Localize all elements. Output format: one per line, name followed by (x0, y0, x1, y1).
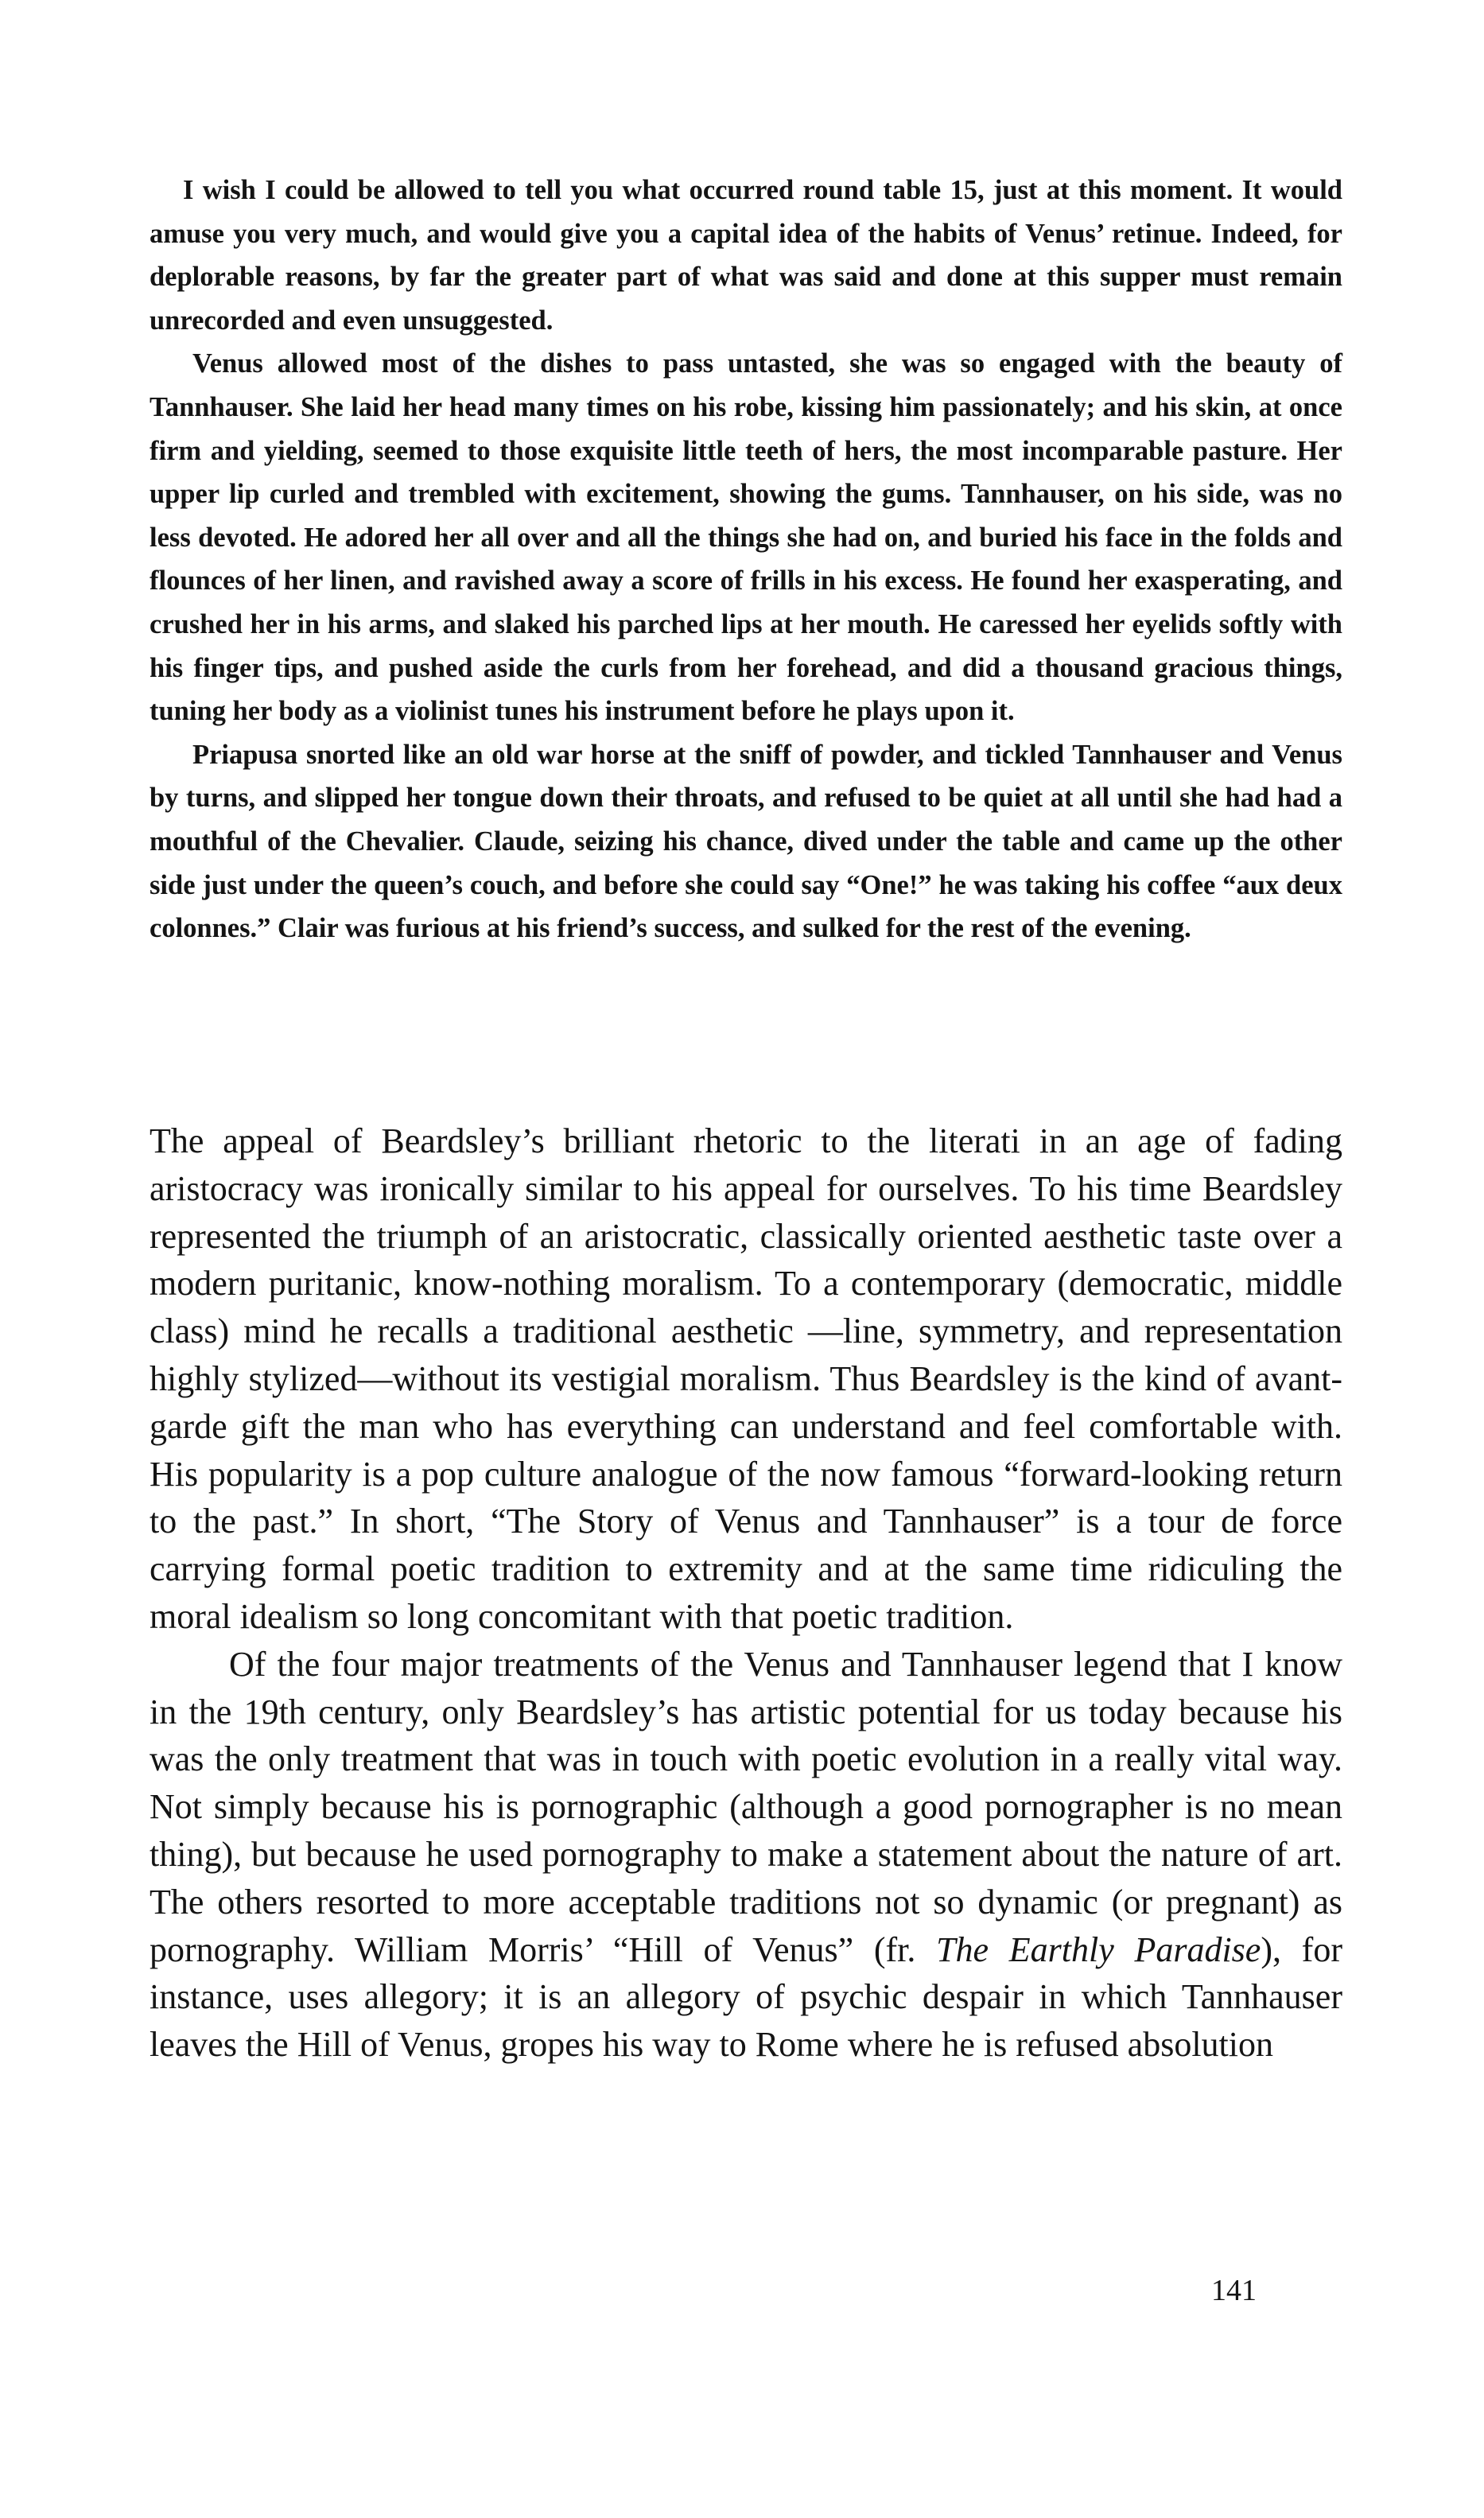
extract-paragraph: I wish I could be allowed to tell you what occurred round table 15, just at this moment. It would amuse you very much, and would give you a capital idea of the habits of Venus’ retinue. Indeed, for deplorable reasons, by far the greater part of what was said and done at this supper must remain unrecorded and even unsuggested. (150, 175, 1342, 336)
body-text-run: Of the four major treatments of the Venus and Tannhauser legend that I know in the 19th century, only Beardsley’s has artistic potential for us today because his was the only treatment that was in touch with poetic evolution in a really vital way. Not simply because his is pornographic (although a good pornographer is no mean thing), but because he used pornography to make a statement about the nature of art. The others resorted to more acceptable traditions not so dynamic (or pregnant) as pornography. William Morris’ “Hill of Venus” (fr. (150, 1644, 1342, 1969)
page-number: 141 (1211, 2274, 1257, 2307)
work-title: The Earthly Paradise (936, 1929, 1261, 1969)
body-text-run: ), for instance, uses allegory; it is an allegory of psychic despair in which Tannhauser leaves the Hill of Venus, gropes his way to Rome where he is refused absolution (150, 1929, 1342, 2065)
extract-paragraph: Venus allowed most of the dishes to pass untasted, she was so engaged with the beauty of Tannhauser. She laid her head many times on his robe, kissing him passionately; and his skin, at once firm and yielding, seemed to those exquisite little teeth of hers, the most incomparable pasture. Her upper lip curled and trembled with excitement, showing the gums. Tannhauser, on his side, was no less devoted. He adored her all over and all the things she had on, and buried his face in the folds and flounces of her linen, and ravished away a score of frills in his excess. He found her exasperating, and crushed her in his arms, and slaked his parched lips at her mouth. He caressed her eyelids softly with his finger tips, and pushed aside the curls from her forehead, and did a thousand gracious things, tuning her body as a violinist tunes his instrument before he plays upon it. (150, 348, 1342, 727)
body-paragraph (150, 1641, 1342, 2069)
body-text (150, 1117, 1342, 2069)
body-paragraph: The appeal of Beardsley’s brilliant rhetoric to the literati in an age of fading aristocracy was ironically similar to his appeal for ourselves. To his time Beardsley represented the triumph of an aristocratic, classically oriented aesthetic taste over a modern puritanic, know-nothing moralism. To a contemporary (democratic, middle class) mind he recalls a traditional aesthetic —line, symmetry, and representation highly stylized—without its vestigial moralism. Thus Beardsley is the kind of avant-garde gift the man who has everything can understand and feel comfortable with. His popularity is a pop culture analogue of the now famous “forward-looking return to the past.” In short, “The Story of Venus and Tannhauser” is a tour de force carrying formal poetic tradition to extremity and at the same time ridiculing the moral idealism so long concomitant with that poetic tradition. (150, 1121, 1342, 1636)
block-quote-extract (150, 169, 1342, 950)
extract-paragraph: Priapusa snorted like an old war horse at the sniff of powder, and tickled Tannhauser and Venus by turns, and slipped her tongue down their throats, and refused to be quiet at all until she had had a mouthful of the Chevalier. Claude, seizing his chance, dived under the table and came up the other side just under the queen’s couch, and before she could say “One!” he was taking his coffee “aux deux colonnes.” Clair was furious at his friend’s success, and sulked for the rest of the evening. (150, 739, 1342, 944)
